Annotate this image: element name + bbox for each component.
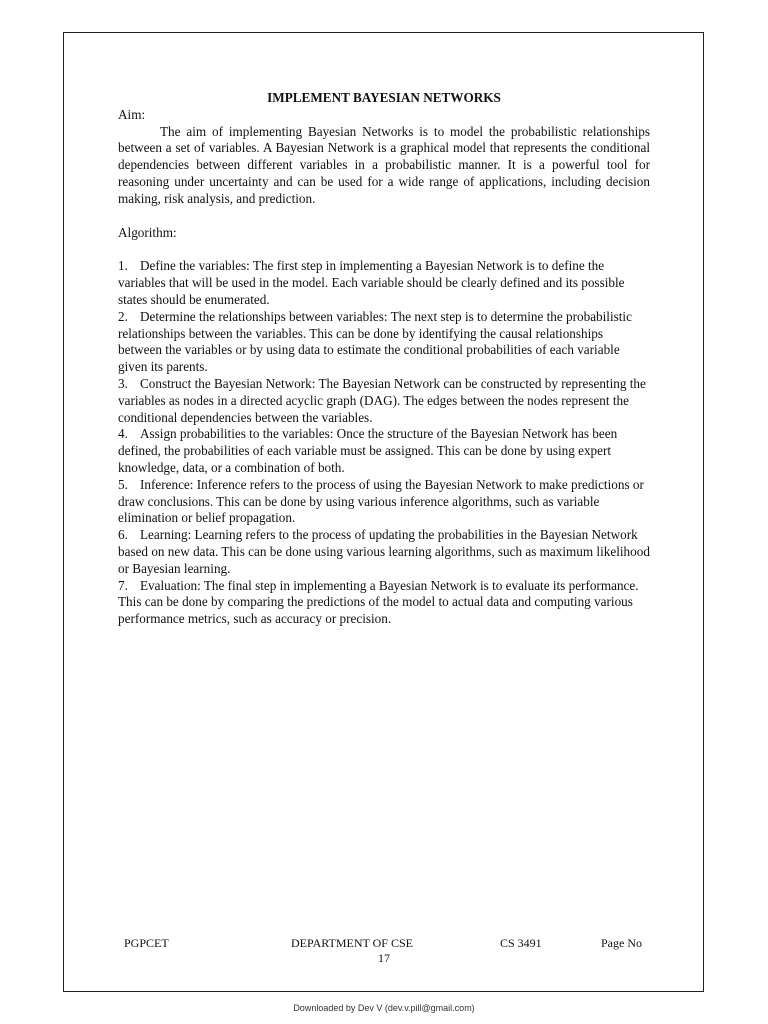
algorithm-step xyxy=(118,258,650,308)
step-text: Learning: Learning refers to the process of updating the probabilities in the Bayesian Network based on new data. This can be done using various learning algorithms, such as maximum likelihood or Bayesian learning. xyxy=(118,527,650,576)
algorithm-steps xyxy=(118,258,650,628)
step-text: Inference: Inference refers to the process of using the Bayesian Network to make predictions or draw conclusions. This can be done by using various inference algorithms, such as variable elimination or belief propagation. xyxy=(118,476,644,526)
algorithm-step xyxy=(118,309,650,376)
footer-college: PGPCET xyxy=(124,936,169,950)
step-text: Assign probabilities to the variables: Once the structure of the Bayesian Network has been defined, the probabilities of each variable must be assigned. This can be done by using expert knowledge, data, or a combination of both. xyxy=(118,426,618,475)
algorithm-step xyxy=(118,376,650,426)
step-number: 1. xyxy=(118,258,128,274)
footer-page-label: Page No xyxy=(601,936,642,950)
step-text: Determine the relationships between variables: The next step is to determine the probabilistic relationships between the variables. This can be done by identifying the causal relationships between the variables or by using data to estimate the conditional probabilities of each variable given its parents. xyxy=(118,308,632,375)
aim-label: Aim: xyxy=(118,106,146,122)
step-text: Construct the Bayesian Network: The Bayesian Network can be constructed by representing the variables as nodes in a directed acyclic graph (DAG). The edges between the nodes represent the conditional dependencies between the variables. xyxy=(118,375,646,425)
step-text: Evaluation: The final step in implementing a Bayesian Network is to evaluate its performance. This can be done by comparing the predictions of the model to actual data and computing various performance metrics, such as accuracy or precision. xyxy=(118,577,639,627)
algorithm-label: Algorithm: xyxy=(118,224,177,240)
algorithm-step xyxy=(118,527,650,577)
footer-page-number: 17 xyxy=(378,951,390,965)
footer-course-code: CS 3491 xyxy=(500,936,542,950)
step-number: 4. xyxy=(118,426,128,442)
algorithm-step xyxy=(118,426,650,476)
step-number: 6. xyxy=(118,527,128,543)
algorithm-step xyxy=(118,477,650,527)
aim-paragraph: The aim of implementing Bayesian Networks is to model the probabilistic relationships between a set of variables. A Bayesian Network is a graphical model that represents the conditional dependencies between different variables in a probabilistic manner. It is a powerful tool for reasoning under uncertainty and can be used for a wide range of applications, including decision making, risk analysis, and prediction. xyxy=(118,123,650,206)
algorithm-step xyxy=(118,578,650,628)
download-note: Downloaded by Dev V (dev.v.pill@gmail.com) xyxy=(293,1003,475,1013)
step-number: 5. xyxy=(118,476,128,492)
step-text: Define the variables: The first step in implementing a Bayesian Network is to define the variables that will be used in the model. Each variable should be clearly defined and its possible states should be enumerated. xyxy=(118,258,625,307)
document-body xyxy=(118,90,650,628)
document-title: IMPLEMENT BAYESIAN NETWORKS xyxy=(267,90,501,105)
step-number: 2. xyxy=(118,308,128,324)
step-number: 7. xyxy=(118,577,128,593)
step-number: 3. xyxy=(118,375,128,391)
footer-department: DEPARTMENT OF CSE xyxy=(291,936,413,950)
